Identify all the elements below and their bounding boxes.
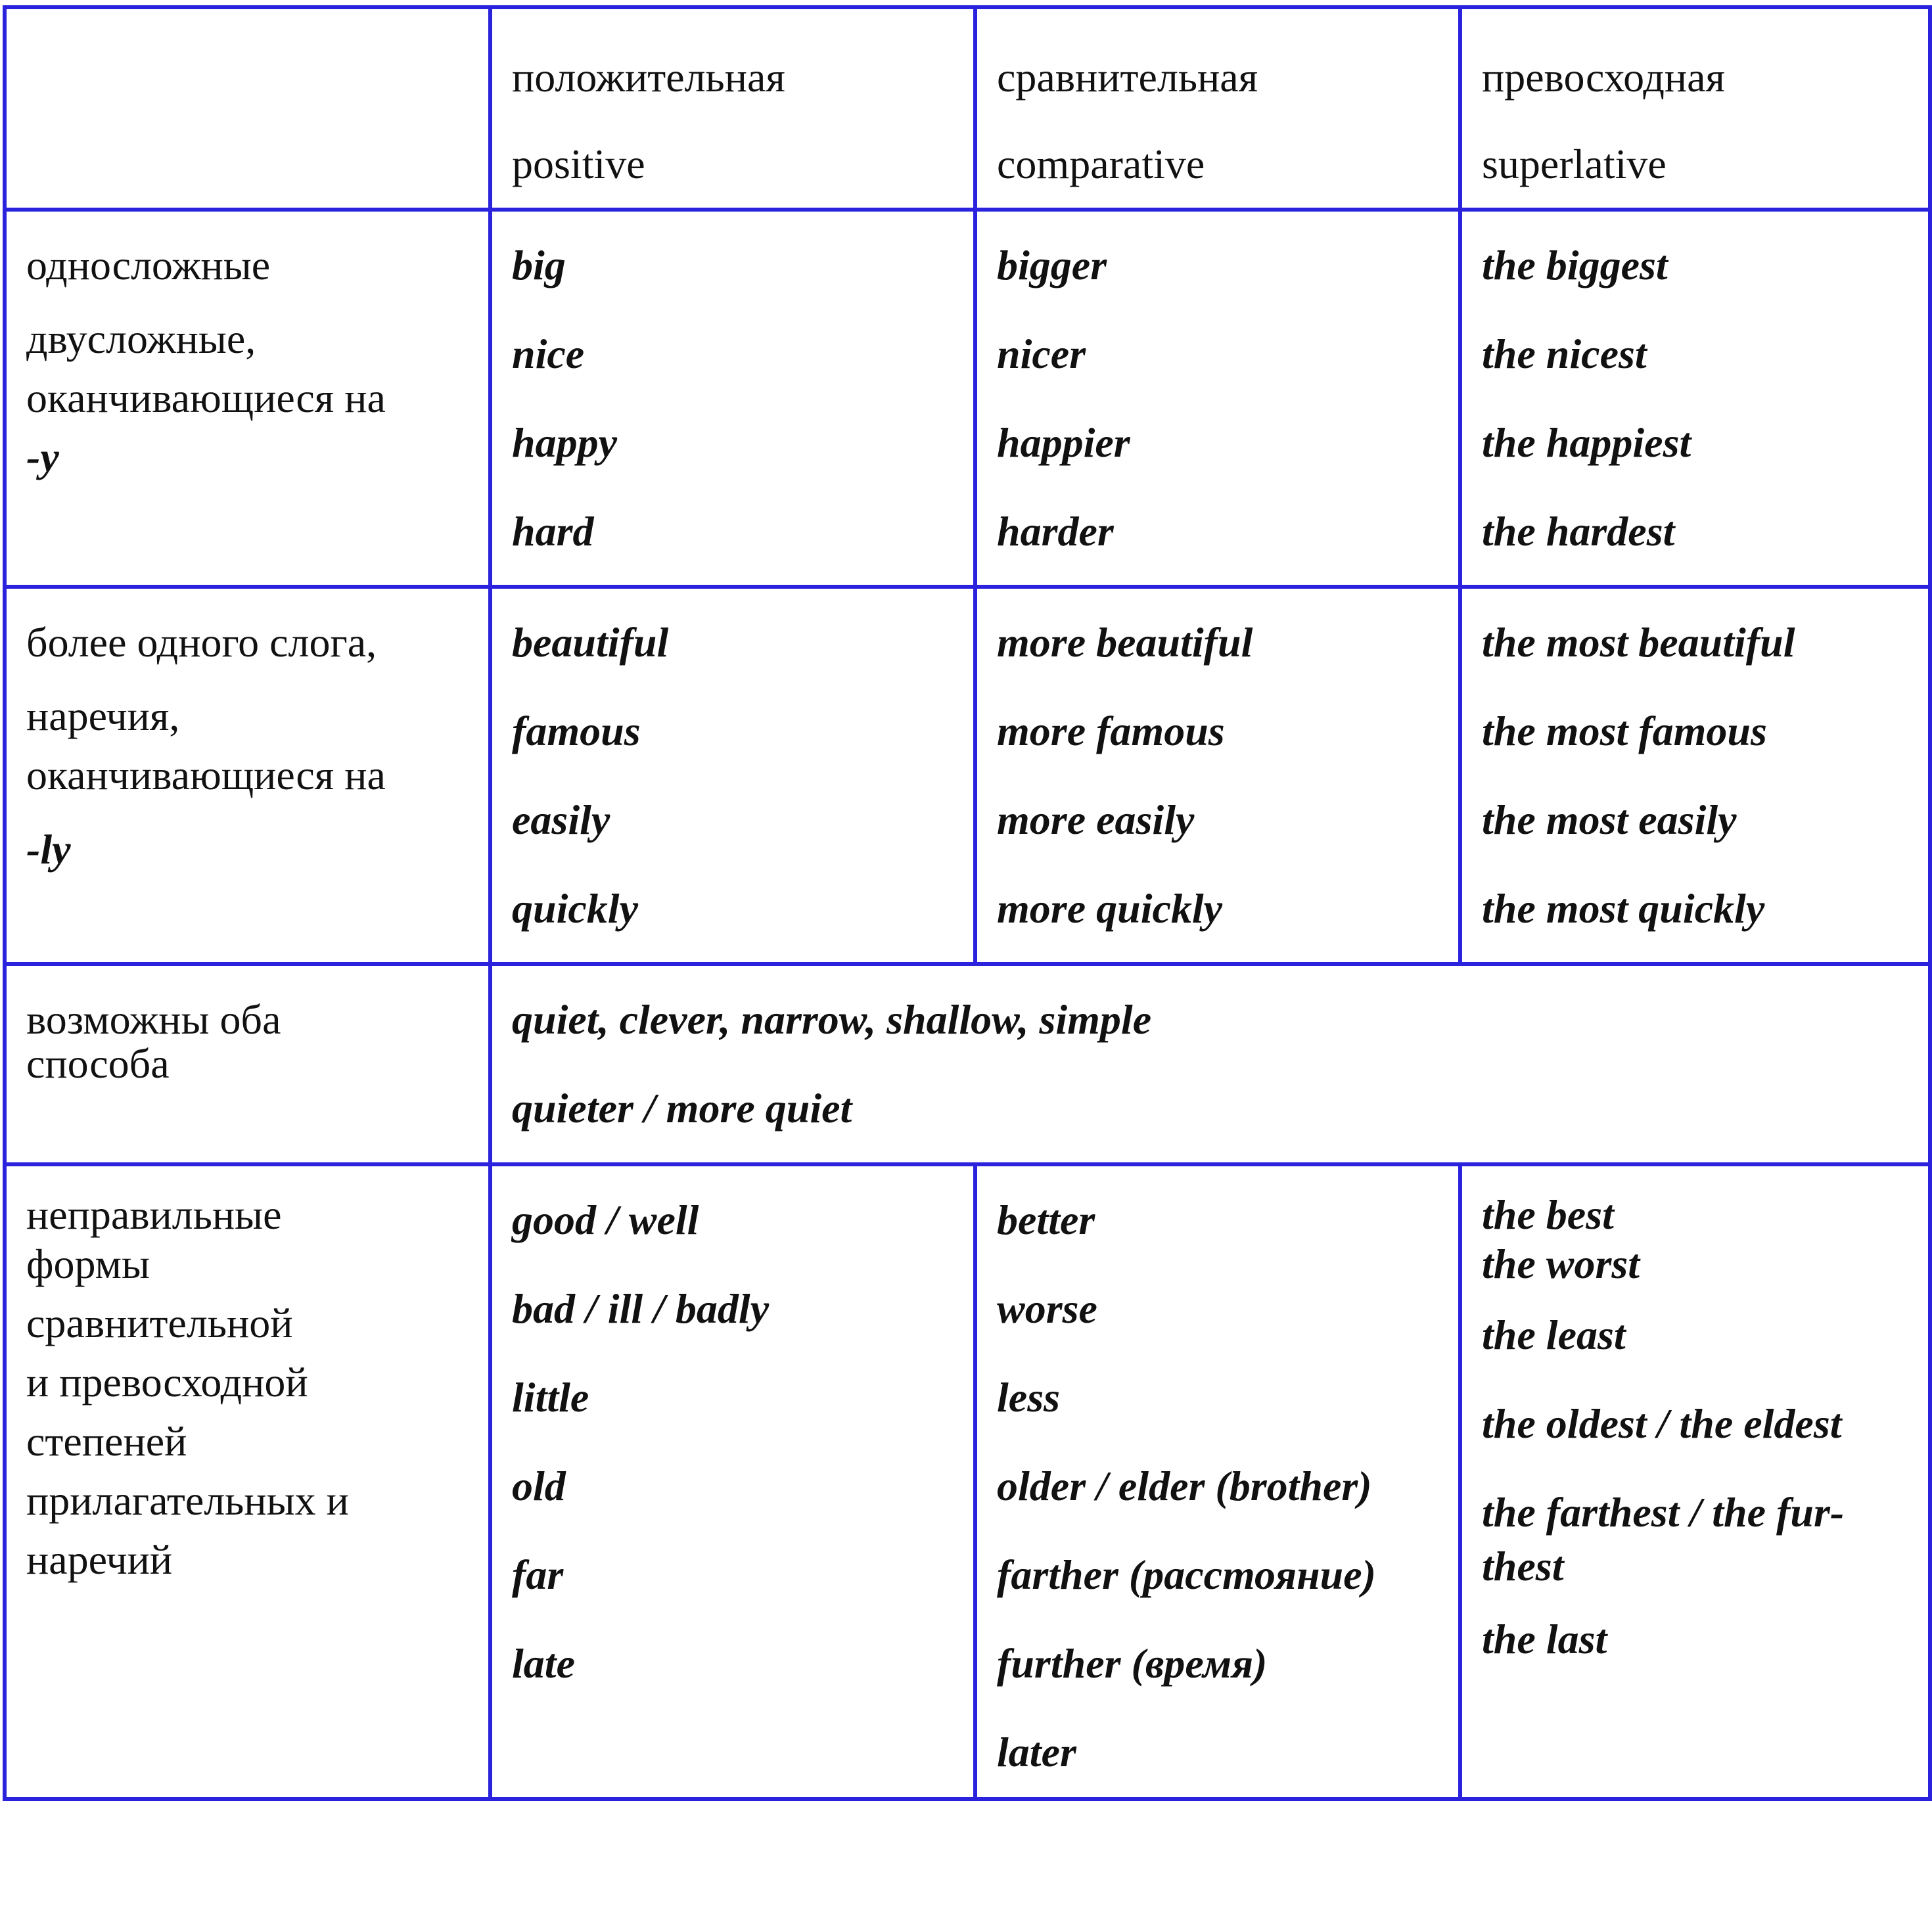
word-form: bad / ill / badly [512, 1285, 770, 1332]
table-row [5, 210, 1930, 587]
word-form: good / well [512, 1197, 699, 1243]
row-label-suffix: -ly [26, 826, 71, 873]
word-form: the biggest [1482, 242, 1668, 288]
word-form: easily [512, 796, 610, 843]
word-form: better [997, 1197, 1095, 1243]
table-row [5, 964, 1930, 1164]
word-form: farther (расстояние) [997, 1551, 1376, 1598]
row-label-suffix: -y [26, 434, 59, 480]
word-form: the least [1482, 1312, 1626, 1358]
word-form: worse [997, 1285, 1097, 1332]
positive-cell [490, 210, 975, 587]
word-form: the best [1482, 1191, 1614, 1238]
row-label-line: возможны оба [26, 996, 281, 1043]
word-form: little [512, 1374, 589, 1421]
row-label-line: прилагательных и [26, 1477, 349, 1524]
word-form: the last [1482, 1616, 1607, 1662]
row-label-line: наречий [26, 1536, 173, 1583]
word-form: thest [1482, 1543, 1564, 1589]
comparative-cell [975, 587, 1460, 964]
word-form: happy [512, 419, 617, 466]
header-superlative-en: superlative [1482, 141, 1667, 187]
header-positive-en: positive [512, 141, 645, 187]
header-positive-cell [490, 7, 975, 210]
table-row [5, 1164, 1930, 1799]
word-form: the farthest / the fur- [1482, 1489, 1845, 1536]
word-form: later [997, 1729, 1076, 1775]
superlative-cell [1460, 1164, 1930, 1799]
word-form: nice [512, 331, 585, 377]
word-form: less [997, 1374, 1060, 1421]
row-label-cell [5, 587, 490, 964]
both-ways-cell [490, 964, 1930, 1164]
word-form: the most quickly [1482, 885, 1765, 932]
header-superlative-cell [1460, 7, 1930, 210]
word-form: quickly [512, 885, 638, 932]
row-label-line: формы [26, 1241, 150, 1287]
header-positive-ru: положительная [512, 54, 785, 101]
word-form: the hardest [1482, 508, 1675, 555]
word-form: the happiest [1482, 419, 1691, 466]
row-label-line: двусложные, [26, 315, 256, 362]
word-form: more famous [997, 708, 1225, 754]
positive-cell [490, 1164, 975, 1799]
word-form: more quickly [997, 885, 1223, 932]
superlative-cell [1460, 587, 1930, 964]
superlative-cell [1460, 210, 1930, 587]
word-form: the nicest [1482, 331, 1647, 377]
row-label-line: неправильные [26, 1191, 282, 1238]
row-label-cell [5, 210, 490, 587]
word-form: harder [997, 508, 1114, 555]
table-header-row [5, 7, 1930, 210]
word-form: far [512, 1551, 564, 1598]
word-form: nicer [997, 331, 1086, 377]
table-row [5, 587, 1930, 964]
positive-cell [490, 587, 975, 964]
word-form: the most famous [1482, 708, 1767, 754]
word-form: hard [512, 508, 594, 555]
word-form: older / elder (brother) [997, 1463, 1372, 1509]
row-label-line: оканчивающиеся на [26, 752, 386, 798]
word-form: happier [997, 419, 1130, 466]
header-superlative-ru: превосходная [1482, 54, 1725, 101]
row-label-line: наречия, [26, 693, 180, 739]
word-form: the worst [1482, 1241, 1640, 1287]
header-comparative-en: comparative [997, 141, 1205, 187]
comparative-cell [975, 210, 1460, 587]
row-label-cell [5, 964, 490, 1164]
word-form: the oldest / the eldest [1482, 1400, 1842, 1447]
row-label-line: более одного слога, [26, 619, 377, 666]
word-form: big [512, 242, 566, 288]
word-form: beautiful [512, 619, 669, 666]
word-form: further (время) [997, 1640, 1268, 1687]
word-form: famous [512, 708, 641, 754]
word-form: the most easily [1482, 796, 1737, 843]
word-form: more easily [997, 796, 1195, 843]
word-form: the most beautiful [1482, 619, 1795, 666]
row-label-line: и превосходной [26, 1359, 308, 1405]
both-ways-forms: quieter / more quiet [512, 1085, 852, 1131]
degrees-of-comparison-table [3, 5, 1932, 1801]
row-label-line: сравнительной [26, 1300, 293, 1346]
word-form: bigger [997, 242, 1107, 288]
header-comparative-ru: сравнительная [997, 54, 1258, 101]
both-ways-examples: quiet, clever, narrow, shallow, simple [512, 996, 1152, 1043]
row-label-line: способа [26, 1040, 170, 1087]
comparative-cell [975, 1164, 1460, 1799]
word-form: more beautiful [997, 619, 1253, 666]
word-form: late [512, 1640, 575, 1687]
word-form: old [512, 1463, 566, 1509]
row-label-line: односложные [26, 242, 271, 288]
header-empty-cell [5, 7, 490, 210]
row-label-line: степеней [26, 1418, 187, 1465]
row-label-line: оканчивающиеся на [26, 375, 386, 421]
header-comparative-cell [975, 7, 1460, 210]
row-label-cell [5, 1164, 490, 1799]
